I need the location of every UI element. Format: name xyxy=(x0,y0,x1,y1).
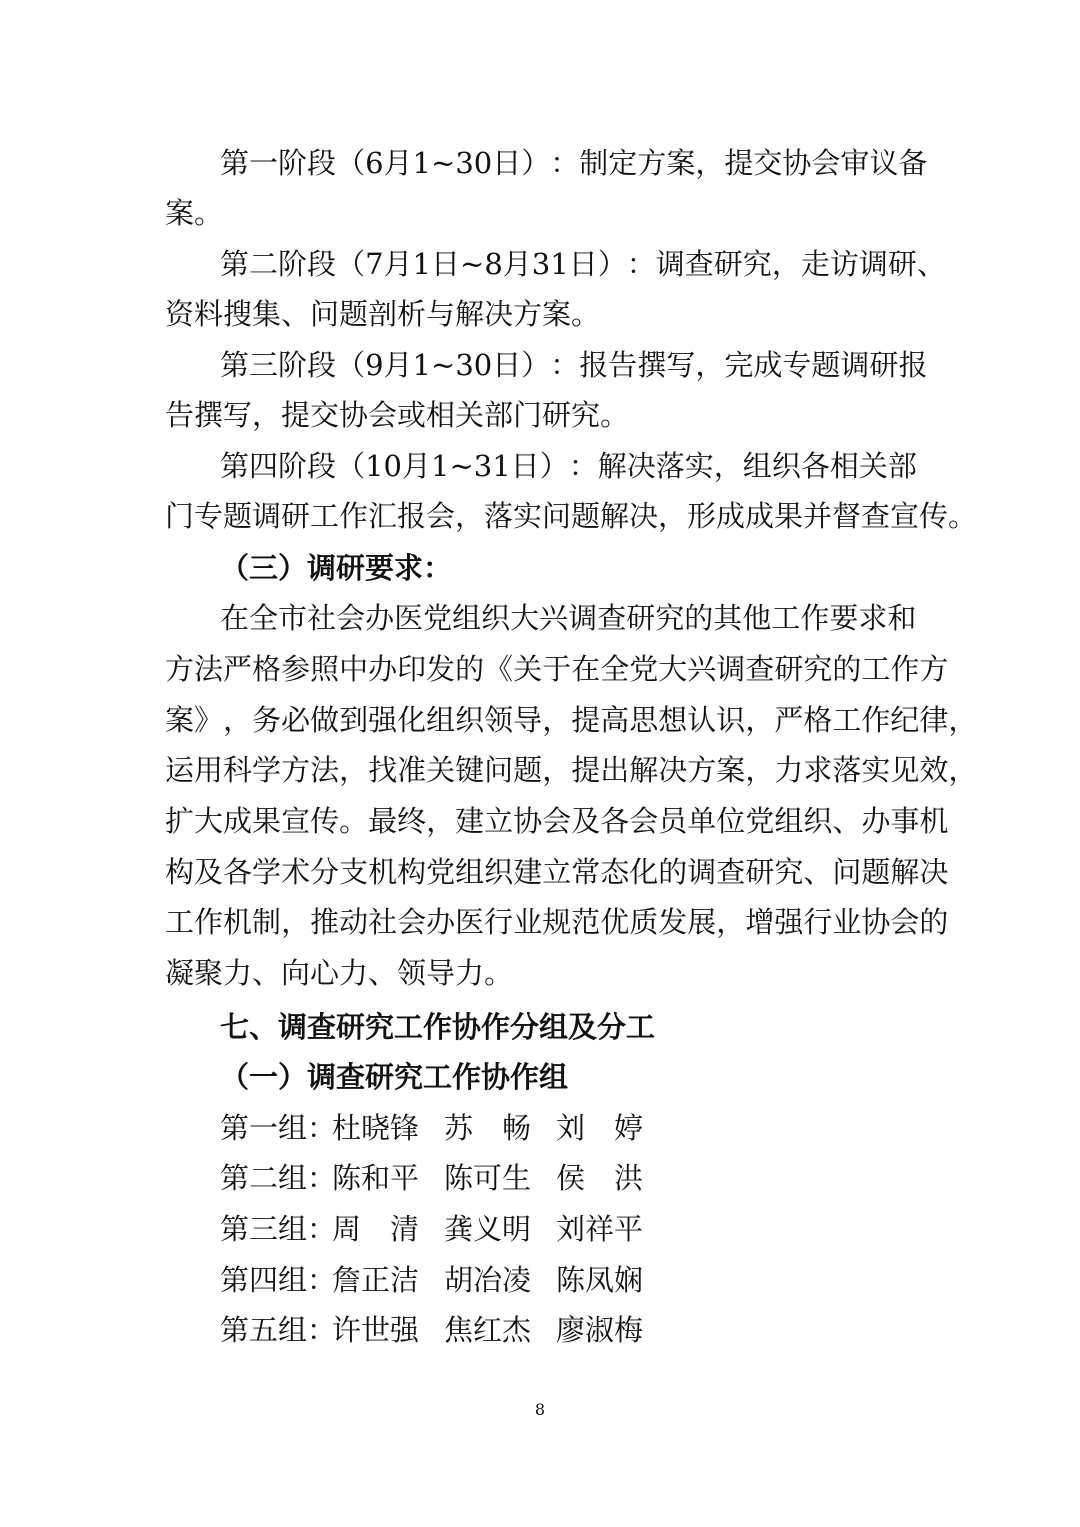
requirements-line-1: 在 全 市 社 会 办 医 党 组 织 大 兴 调 查 研 究 的 其 他 工 作 要 求 和 xyxy=(220,601,917,635)
member-name: 詹正洁 xyxy=(332,1263,420,1297)
group-row-2 xyxy=(220,1158,668,1198)
phase2-line1: 第 二 阶 段 （ 7 月 1 日 ~ 8 月 3 1 日 ） ： 调 查 研 究 ， 走 访 调 研 、 xyxy=(220,247,946,281)
requirements-line-7: 工 作 机 制 ， 推 动 社 会 办 医 行 业 规 范 优 质 发 展 ， 增 强 行 业 协 会 的 xyxy=(165,905,949,939)
subsection1-heading: （一）调查研究工作协作组 xyxy=(220,1060,569,1094)
member-name: 焦红杰 xyxy=(444,1313,532,1347)
member-name: 胡冶凌 xyxy=(444,1263,532,1297)
group-label: 第二组： xyxy=(220,1161,337,1195)
phase4-line2: 门专题调研工作汇报会，落实问题解决，形成成果并督查宣传。 xyxy=(165,499,978,533)
phase3-line2: 告撰写，提交协会或相关部门研究。 xyxy=(165,398,630,432)
group-label: 第四组： xyxy=(220,1263,337,1297)
phase4-line1: 第 四 阶 段 （ 1 0 月 1 ~ 3 1 日 ） ： 解 决 落 实 ， 组 织 各 相 关 部 xyxy=(220,449,917,483)
member-name: 刘 婷 xyxy=(556,1111,644,1145)
group-row-3 xyxy=(220,1209,668,1249)
page-number: 8 xyxy=(534,1400,546,1419)
member-name: 陈可生 xyxy=(444,1161,532,1195)
member-name: 苏 畅 xyxy=(444,1111,532,1145)
phase1-line1: 第 一 阶 段 （ 6 月 1 ~ 3 0 日 ） ： 制 定 方 案 ， 提 交 协 会 审 议 备 xyxy=(220,146,928,180)
member-name: 刘祥平 xyxy=(556,1212,644,1246)
member-name: 陈和平 xyxy=(332,1161,420,1195)
requirements-line-5: 扩 大 成 果 宣 传 。 最 终 ， 建 立 协 会 及 各 会 员 单 位 党 组 织 、 办 事 机 xyxy=(165,804,949,838)
member-name: 陈凤娴 xyxy=(556,1263,644,1297)
group-label: 第五组： xyxy=(220,1313,337,1347)
member-name: 侯 洪 xyxy=(556,1161,644,1195)
group-row-5 xyxy=(220,1310,668,1350)
member-name: 龚义明 xyxy=(444,1212,532,1246)
requirements-line-8: 凝聚力、向心力、领导力。 xyxy=(165,956,514,990)
group-row-1 xyxy=(220,1108,668,1148)
phase2-line2: 资料搜集、问题剖析与解决方案。 xyxy=(165,297,601,331)
member-name: 许世强 xyxy=(332,1313,420,1347)
requirements-line-4: 运 用 科 学 方 法 ， 找 准 关 键 问 题 ， 提 出 解 决 方 案 ， 力 求 落 实 见 效 ， xyxy=(165,753,978,787)
phase1-line2: 案。 xyxy=(165,196,224,230)
requirements-heading: （三）调研要求： xyxy=(220,551,453,585)
group-row-4 xyxy=(220,1260,668,1300)
requirements-line-2: 方 法 严 格 参 照 中 办 印 发 的 《 关 于 在 全 党 大 兴 调 查 研 究 的 工 作 方 xyxy=(165,652,949,686)
phase3-line1: 第 三 阶 段 （ 9 月 1 ~ 3 0 日 ） ： 报 告 撰 写 ， 完 成 专 题 调 研 报 xyxy=(220,348,928,382)
section7-heading: 七、调查研究工作协作分组及分工 xyxy=(220,1010,656,1044)
member-name: 杜晓锋 xyxy=(332,1111,420,1145)
member-name: 廖淑梅 xyxy=(556,1313,644,1347)
requirements-line-3: 案 》 ， 务 必 做 到 强 化 组 织 领 导 ， 提 高 思 想 认 识 ， 严 格 工 作 纪 律 ， xyxy=(165,703,978,737)
group-label: 第一组： xyxy=(220,1111,337,1145)
group-label: 第三组： xyxy=(220,1212,337,1246)
member-name: 周 清 xyxy=(332,1212,420,1246)
requirements-line-6: 构 及 各 学 术 分 支 机 构 党 组 织 建 立 常 态 化 的 调 查 研 究 、 问 题 解 决 xyxy=(165,855,949,889)
